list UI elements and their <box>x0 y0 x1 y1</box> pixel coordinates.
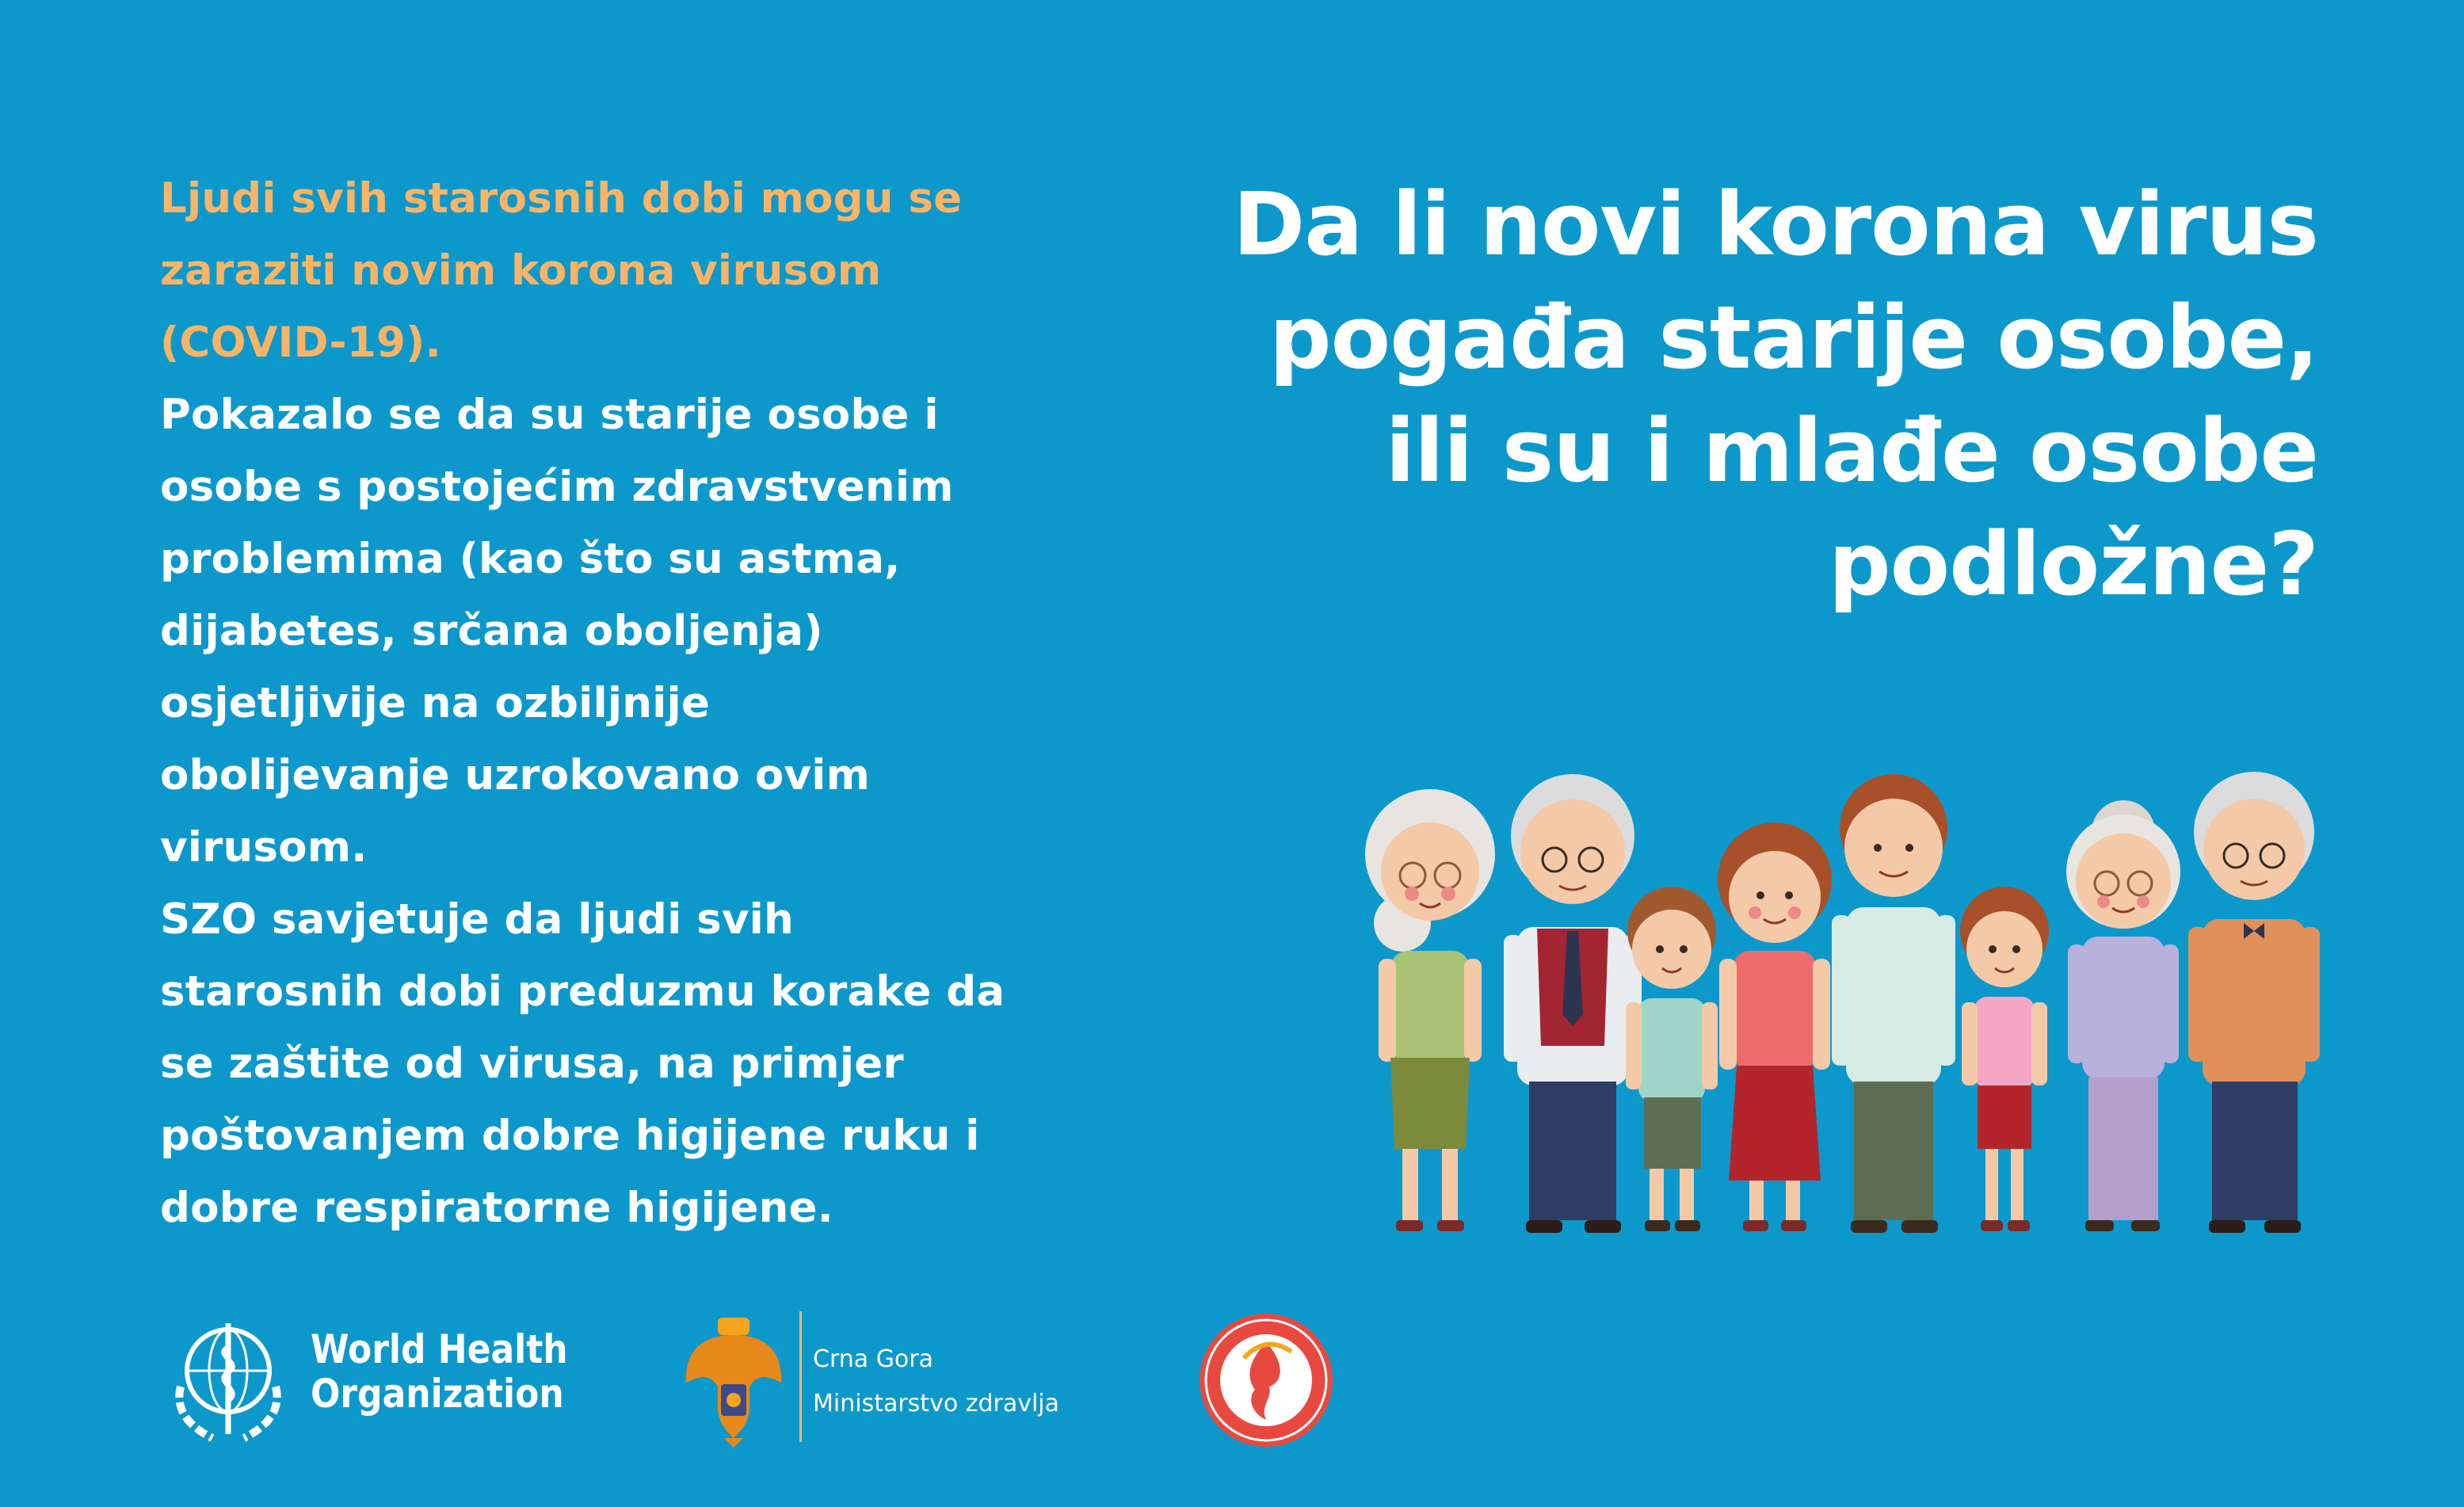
mother-figure <box>1718 822 1832 1231</box>
headline-line: ili su i mlađe osobe <box>1385 400 2318 502</box>
highlight-line: (COVID-19). <box>160 319 441 367</box>
info-text-block <box>160 162 1111 1244</box>
who-organization-name <box>311 1327 568 1416</box>
grandfather-figure <box>1504 774 1642 1233</box>
body-line: osjetljivije na ozbiljnije <box>160 679 711 727</box>
grandmother-figure <box>2066 800 2180 1231</box>
body-line: virusom. <box>160 823 368 872</box>
father-figure <box>1832 774 1955 1233</box>
grandmother-figure <box>1365 789 1495 1231</box>
headline-line: Da li novi korona virus <box>1233 174 2318 275</box>
highlight-line: zaraziti novim korona virusom <box>160 246 882 295</box>
ministry-name <box>813 1337 1059 1426</box>
who-name-line: Organization <box>311 1371 564 1417</box>
body-line: SZO savjetuje da ljudi svih <box>160 895 794 944</box>
body-line: dijabetes, srčana oboljenja) <box>160 607 823 655</box>
body-line: poštovanjem dobre higijene ruku i <box>160 1112 980 1160</box>
body-line: Pokazalo se da su starije osobe i <box>160 391 939 439</box>
family-illustration <box>1347 761 2345 1256</box>
body-line: osobe s postojećim zdravstvenim <box>160 463 954 511</box>
montenegro-coat-of-arms-logo <box>678 1311 789 1448</box>
boy-figure <box>1626 887 1718 1231</box>
ministry-title: Ministarstvo zdravlja <box>813 1390 1060 1417</box>
headline-line: pogađa starije osobe, <box>1268 287 2318 388</box>
body-line: dobre respiratorne higijene. <box>160 1184 834 1232</box>
body-line: problemima (kao što su astma, <box>160 535 901 583</box>
body-line: se zaštite od virusa, na primjer <box>160 1040 904 1088</box>
who-emblem-logo <box>157 1307 299 1447</box>
grandfather-figure <box>2188 772 2320 1233</box>
institute-public-health-logo <box>1196 1311 1336 1450</box>
body-line: obolijevanje uzrokovano ovim <box>160 751 871 799</box>
who-name-line: World Health <box>311 1326 568 1372</box>
girl-figure <box>1960 887 2049 1231</box>
headline-line: podložne? <box>1828 513 2318 615</box>
body-line: starosnih dobi preduzmu korake da <box>160 967 1005 1016</box>
highlight-line: Ljudi svih starosnih dobi mogu se <box>160 174 963 223</box>
ministry-country: Crna Gora <box>813 1345 934 1373</box>
headline <box>971 168 2318 621</box>
ministry-divider-line <box>799 1311 802 1442</box>
